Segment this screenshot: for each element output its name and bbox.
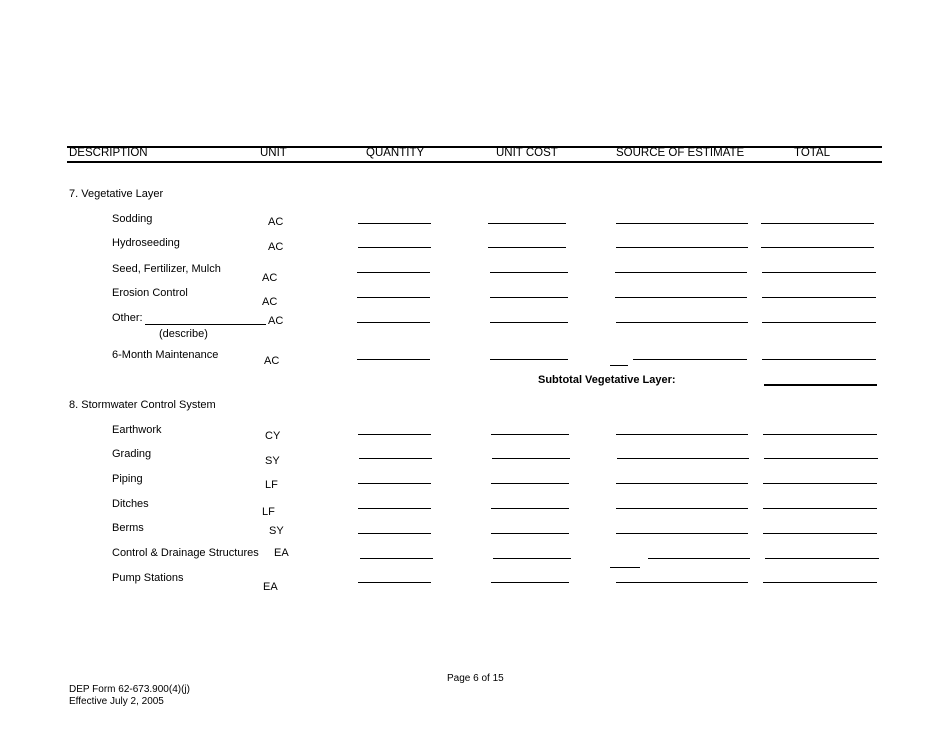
effective-date: Effective July 2, 2005 — [69, 696, 164, 707]
quantity-field[interactable] — [358, 508, 431, 509]
col-description-header: DESCRIPTION — [69, 147, 148, 159]
item-label: Ditches — [112, 498, 149, 510]
col-source-header: SOURCE OF ESTIMATE — [616, 147, 745, 159]
quantity-field[interactable] — [358, 247, 431, 248]
item-label: Pump Stations — [112, 572, 184, 584]
item-unit: AC — [268, 315, 284, 327]
item-label: Grading — [112, 448, 152, 460]
col-total-header: TOTAL — [794, 147, 830, 159]
item-label: Erosion Control — [112, 287, 188, 299]
total-field[interactable] — [761, 223, 874, 224]
item-label: Piping — [112, 473, 143, 485]
unit-cost-field[interactable] — [491, 582, 569, 583]
total-field[interactable] — [763, 434, 877, 435]
source-field[interactable] — [616, 322, 748, 323]
unit-cost-field[interactable] — [493, 558, 571, 559]
col-unit-cost-header: UNIT COST — [496, 147, 558, 159]
unit-cost-field[interactable] — [490, 297, 568, 298]
item-label: Sodding — [112, 213, 153, 225]
unit-cost-field[interactable] — [491, 508, 569, 509]
source-field[interactable] — [616, 483, 748, 484]
item-unit: SY — [269, 525, 284, 537]
quantity-field[interactable] — [357, 359, 430, 360]
unit-cost-field[interactable] — [491, 533, 569, 534]
item-unit: AC — [262, 296, 278, 308]
total-field[interactable] — [763, 508, 877, 509]
item-unit: CY — [265, 430, 281, 442]
page-number: Page 6 of 15 — [447, 673, 504, 684]
other-describe-field[interactable] — [145, 324, 266, 325]
quantity-field[interactable] — [359, 458, 432, 459]
source-field[interactable] — [616, 508, 748, 509]
col-quantity-header: QUANTITY — [366, 147, 425, 159]
quantity-field[interactable] — [358, 533, 431, 534]
item-unit: SY — [265, 455, 280, 467]
item-unit: AC — [264, 355, 280, 367]
item-label: Control & Drainage Structures — [112, 547, 259, 559]
total-field[interactable] — [761, 247, 874, 248]
quantity-field[interactable] — [358, 434, 431, 435]
item-unit: LF — [265, 479, 278, 491]
item-unit: AC — [268, 216, 284, 228]
quantity-field[interactable] — [358, 582, 431, 583]
form-number: DEP Form 62-673.900(4)(j) — [69, 684, 190, 695]
quantity-field[interactable] — [360, 558, 433, 559]
col-unit-header: UNIT — [260, 147, 287, 159]
total-field[interactable] — [763, 582, 877, 583]
item-unit: AC — [268, 241, 284, 253]
source-field[interactable] — [633, 359, 747, 360]
unit-cost-field[interactable] — [490, 359, 568, 360]
total-field[interactable] — [764, 458, 878, 459]
unit-cost-field[interactable] — [491, 434, 569, 435]
section-8-title: 8. Stormwater Control System — [69, 399, 216, 411]
describe-hint: (describe) — [159, 328, 208, 340]
source-field[interactable] — [648, 558, 750, 559]
unit-cost-field[interactable] — [490, 322, 568, 323]
section-7-title: 7. Vegetative Layer — [69, 188, 164, 200]
source-field[interactable] — [615, 297, 747, 298]
total-field[interactable] — [762, 322, 876, 323]
unit-cost-field[interactable] — [491, 483, 569, 484]
item-label: Berms — [112, 522, 144, 534]
source-field[interactable] — [616, 533, 748, 534]
total-field[interactable] — [763, 483, 877, 484]
total-field[interactable] — [762, 297, 876, 298]
item-unit: EA — [263, 581, 278, 593]
quantity-field[interactable] — [357, 272, 430, 273]
item-label: 6-Month Maintenance — [112, 349, 219, 361]
quantity-field[interactable] — [357, 297, 430, 298]
source-field[interactable] — [616, 223, 748, 224]
unit-cost-field[interactable] — [490, 272, 568, 273]
subtotal-label: Subtotal Vegetative Layer: — [538, 374, 676, 386]
quantity-field[interactable] — [357, 322, 430, 323]
item-label: Earthwork — [112, 424, 162, 436]
item-unit: EA — [274, 547, 289, 559]
total-field[interactable] — [765, 558, 879, 559]
source-prefix-field[interactable] — [610, 567, 640, 568]
source-field[interactable] — [616, 247, 748, 248]
unit-cost-field[interactable] — [488, 247, 566, 248]
item-unit: LF — [262, 506, 275, 518]
item-label: Seed, Fertilizer, Mulch — [112, 263, 221, 275]
item-unit: AC — [262, 272, 278, 284]
quantity-field[interactable] — [358, 223, 431, 224]
total-field[interactable] — [762, 359, 876, 360]
source-field[interactable] — [616, 582, 748, 583]
item-label: Hydroseeding — [112, 237, 180, 249]
total-field[interactable] — [762, 272, 876, 273]
unit-cost-field[interactable] — [492, 458, 570, 459]
quantity-field[interactable] — [358, 483, 431, 484]
source-field[interactable] — [616, 434, 748, 435]
source-prefix-field[interactable] — [610, 365, 628, 366]
header-bottom-rule — [67, 161, 882, 163]
source-field[interactable] — [617, 458, 749, 459]
total-field[interactable] — [763, 533, 877, 534]
item-label: Other: — [112, 312, 143, 324]
header-top-rule — [67, 146, 882, 148]
source-field[interactable] — [615, 272, 747, 273]
unit-cost-field[interactable] — [488, 223, 566, 224]
subtotal-field[interactable] — [764, 384, 877, 386]
